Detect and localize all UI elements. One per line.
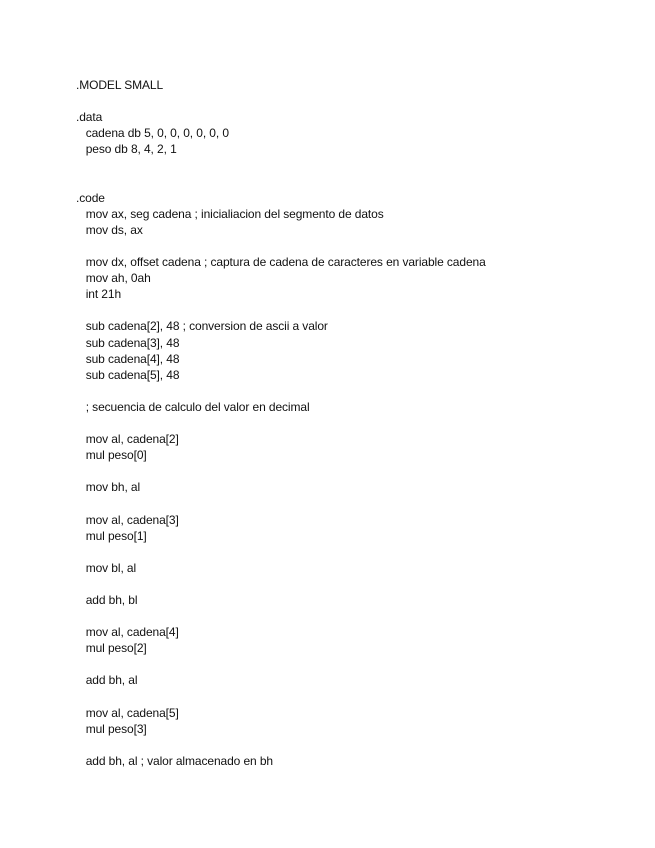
code-line: sub cadena[3], 48 bbox=[76, 335, 180, 350]
blank-line bbox=[76, 302, 486, 318]
code-line: mul peso[2] bbox=[76, 641, 147, 656]
blank-line bbox=[76, 737, 486, 753]
code-line: mov ds, ax bbox=[76, 222, 143, 237]
code-line: mov ah, 0ah bbox=[76, 271, 151, 286]
assembly-code-listing bbox=[76, 77, 486, 769]
blank-line bbox=[76, 689, 486, 705]
blank-line bbox=[76, 93, 486, 109]
code-line: mul peso[1] bbox=[76, 528, 147, 543]
code-line: mul peso[0] bbox=[76, 448, 147, 463]
code-line: mov al, cadena[5] bbox=[76, 705, 179, 720]
code-line: add bh, bl bbox=[76, 593, 138, 607]
blank-line bbox=[76, 576, 486, 592]
blank-line bbox=[76, 463, 486, 479]
blank-line bbox=[76, 608, 486, 624]
code-line: mov al, cadena[4] bbox=[76, 625, 179, 640]
code-comment-line: ; secuencia de calculo del valor en decimal bbox=[76, 399, 310, 414]
code-line: sub cadena[4], 48 bbox=[76, 351, 180, 366]
code-line-cadena-declaration: cadena db 5, 0, 0, 0, 0, 0, 0 bbox=[76, 126, 229, 141]
code-line-data-directive: .data bbox=[76, 110, 103, 125]
blank-line bbox=[76, 415, 486, 431]
code-line: add bh, al ; valor almacenado en bh bbox=[76, 753, 274, 768]
code-line: mov al, cadena[3] bbox=[76, 512, 179, 527]
code-line-model: .MODEL SMALL bbox=[76, 78, 164, 92]
code-line: mov bh, al bbox=[76, 480, 141, 495]
code-line: sub cadena[2], 48 ; conversion de ascii a valor bbox=[76, 319, 328, 334]
code-line-peso-declaration: peso db 8, 4, 2, 1 bbox=[76, 142, 177, 157]
blank-line bbox=[76, 383, 486, 399]
code-line: mov al, cadena[2] bbox=[76, 432, 179, 447]
code-line: mov ax, seg cadena ; inicialiacion del segmento de datos bbox=[76, 206, 384, 221]
code-line: mul peso[3] bbox=[76, 721, 147, 736]
blank-line bbox=[76, 656, 486, 672]
code-line: int 21h bbox=[76, 287, 122, 302]
blank-line bbox=[76, 495, 486, 511]
blank-line bbox=[76, 238, 486, 254]
code-line: mov dx, offset cadena ; captura de cadena de caracteres en variable cadena bbox=[76, 255, 486, 270]
blank-line bbox=[76, 544, 486, 560]
code-line: sub cadena[5], 48 bbox=[76, 367, 180, 382]
code-line-code-directive: .code bbox=[76, 190, 105, 205]
code-line: add bh, al bbox=[76, 673, 138, 688]
blank-line bbox=[76, 157, 486, 173]
code-line: mov bl, al bbox=[76, 560, 137, 575]
blank-line bbox=[76, 174, 486, 190]
